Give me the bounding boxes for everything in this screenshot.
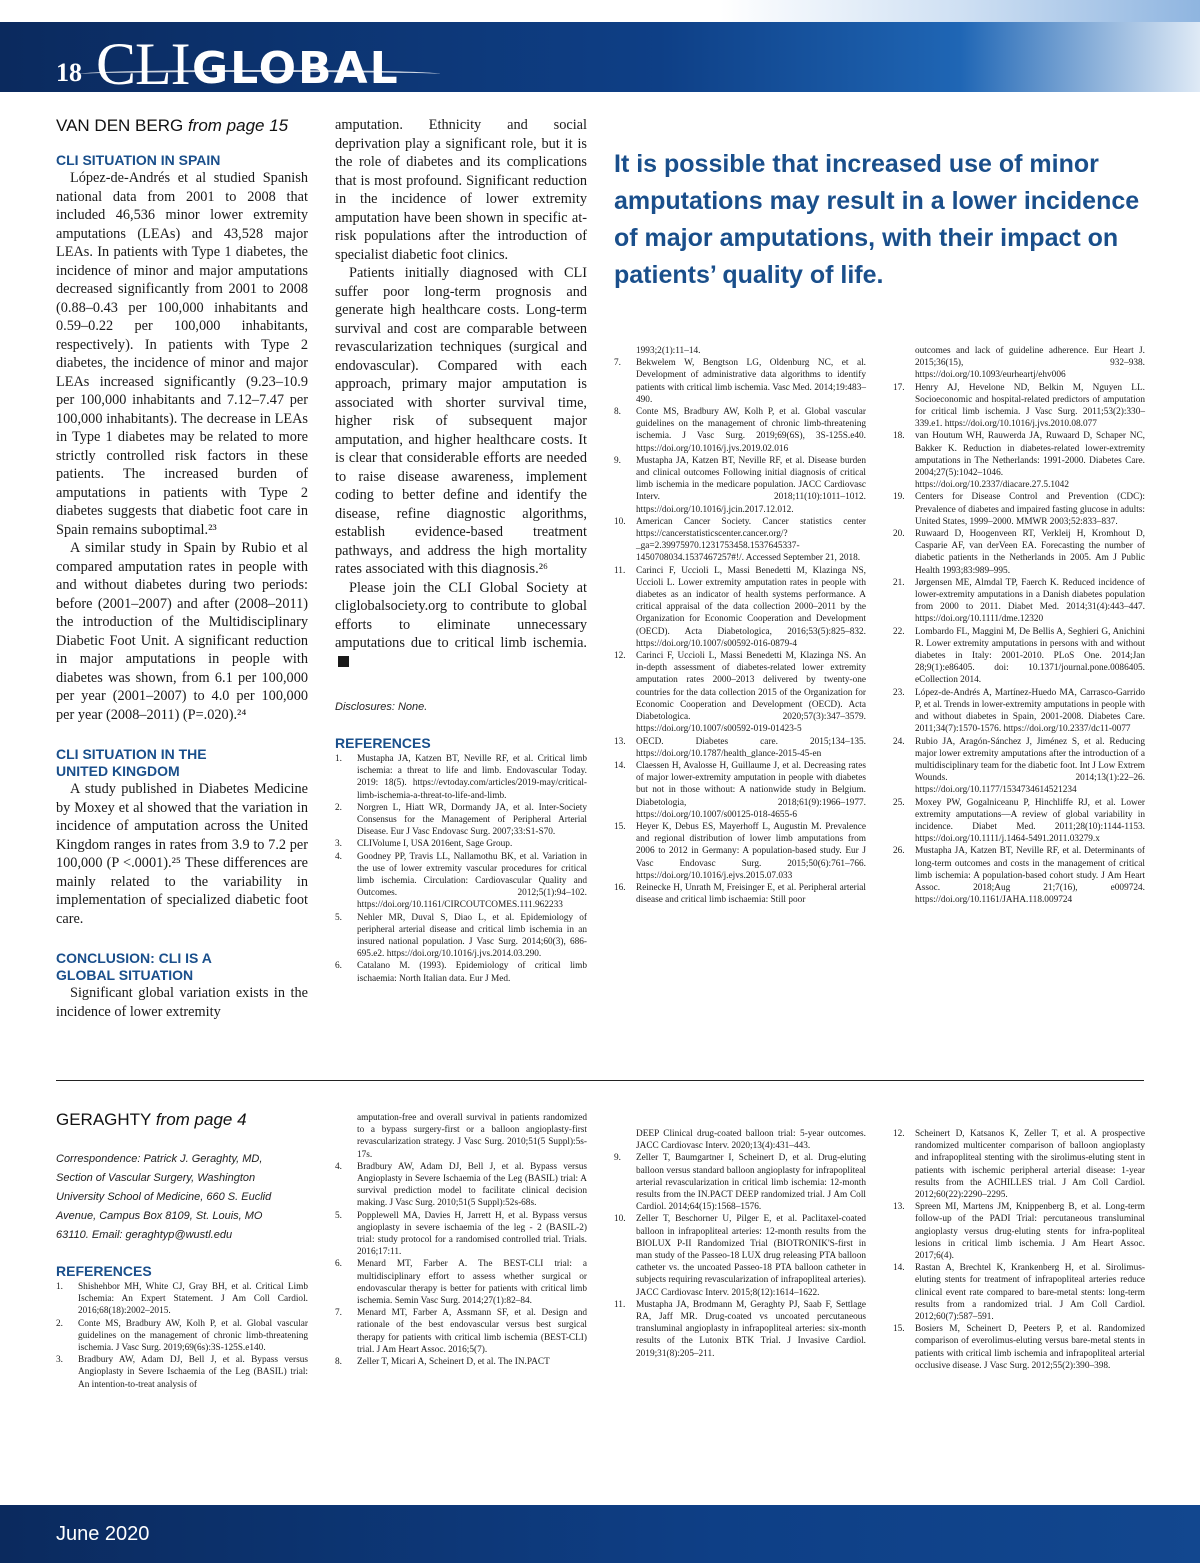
reference-number: 5.: [335, 1210, 342, 1221]
reference-number: 4.: [335, 1161, 342, 1172]
article1-column-3: [614, 345, 866, 906]
reference-text: Rubio JA, Aragón-Sánchez J, Jiménez S, et al. Reducing major lower extremity amputations after the introduction of a multidisciplinary team for the diabetic foot. Int J Low Extrem Wounds. 2014;13(1):22–26. https://doi.org/10.1177/1534734614521234: [915, 736, 1145, 796]
reference-item: [893, 1201, 1145, 1262]
section-heading-conclusion: [56, 950, 308, 984]
reference-item: [335, 838, 587, 850]
reference-number: 15.: [893, 1324, 905, 1335]
reference-item: [56, 1354, 308, 1391]
reference-text: Scheinert D, Katsanos K, Zeller T, et al. A prospective randomized multicenter comparison of balloon angioplasty and infrapopliteal stenting with the sirolimus-eluting stent in patients with ischemic peripheral arterial disease: 1-year results from the ACHILLES trial. J Am Coll Cardiol. 2012;60(22):2290–2295.: [915, 1129, 1145, 1201]
reference-text: Zeller T, Micari A, Scheinert D, et al. The IN.PACT: [357, 1357, 550, 1368]
reference-text: outcomes and lack of guideline adherence. Eur Heart J. 2015;36(15), 932–938. https://doi.org/10.1093/eurheartj/ehv006: [915, 346, 1145, 381]
reference-text: Conte MS, Bradbury AW, Kolh P, et al. Global vascular guidelines on the management of chronic limb-threatening ischemia. J Vasc Surg. 2019;69(6S), 3S-125S.e40. https://doi.org/10.1016/j.jvs.2019.02.016: [636, 407, 866, 454]
reference-text: Mustapha JA, Katzen BT, Neville RF, et al. Disease burden and clinical outcomes Following initial diagnosis of critical limb ischemia in the medicare population. JACC Cardiovasc Interv. 2018;11(10):1011–1012. https://doi.org/10.1016/j.jcin.2017.12.012.: [636, 455, 866, 515]
reference-number: 14.: [893, 1263, 905, 1274]
reference-number: 6.: [335, 961, 342, 972]
body-paragraph: López-de-Andrés et al studied Spanish national data from 2001 to 2008 that included 46,536 minor lower extremity amputations (LEAs) and 43,528 major LEAs. In patients with Type 1 diabetes, the incidence of minor and major amputations decreased significantly from 2001 to 2008 (0.88–0.43 per 100,000 inhabitants and 0.59–0.22 per 100,000 inhabitants, respectively). In patients with Type 2 diabetes, the incidence of minor and major LEAs increased significantly (9.23–10.9 per 100,000 inhabitants and 7.12–7.47 per 100,000 inhabitants). The decrease in LEAs in Type 1 diabetes may be related to more strictly controlled risk factors in these patients. The increased burden of amputations in patients with Type 2 diabetes suggests that diabetic foot care in Spain remains suboptimal.²³: [56, 170, 308, 538]
section-heading-line: CONCLUSION: CLI IS A: [56, 950, 212, 966]
reference-number: 7.: [335, 1308, 342, 1319]
body-paragraph: Significant global variation exists in the incidence of lower extremity: [56, 985, 308, 1020]
reference-item: [614, 1152, 866, 1213]
reference-number: 11.: [614, 1299, 626, 1310]
reference-number: 13.: [614, 736, 626, 747]
article1-column-1: [56, 116, 308, 1021]
reference-number: 7.: [614, 358, 621, 369]
reference-number: 8.: [614, 407, 621, 418]
reference-text: Zeller T, Beschorner U, Pilger E, et al. Paclitaxel-coated balloon in infrapopliteal arteries: 12-month results from the BIOLUX P-II Randomized Trial (BIOTRONIK'S-first in man study of the Passeo-18 LUX drug releasing PTA balloon catheter vs. the uncoated Passeo-18 PTA balloon catheter in subjects requiring revascularization of infrapopliteal arteries). JACC Cardiovasc Interv. 2015;8(12):1614–1622.: [636, 1214, 866, 1298]
reference-text: Bradbury AW, Adam DJ, Bell J, et al. Bypass versus Angioplasty in Severe Ischaemia of the Leg (BASIL) trial: A survival prediction model to facilitate clinical decision making. J Vasc Surg. 2010;51(5 Suppl):52s-68s.: [357, 1161, 587, 1209]
article2-column-2: [335, 1112, 587, 1368]
reference-list: [335, 1112, 587, 1368]
reference-text: Carinci F, Uccioli L, Massi Benedetti M, Klazinga NS. An in-depth assessment of diabetes-related lower extremity amputation rates 2000–2013 delivered by twenty-one countries for the data collection 2015 of the Organization for Economic Cooperation and Development (OECD). Acta Diabetologica. 2020;57(3):347–3579. https://doi.org/10.1007/s00592-019-01423-5: [636, 651, 866, 735]
end-mark-icon: [338, 656, 349, 667]
reference-text: López-de-Andrés A, Martínez-Huedo MA, Carrasco-Garrido P, et al. Trends in lower-extremity amputations in people with and without diabetes in Spain, 2001-2008. Diabetes Care. 2011;34(7):1570-1576. https://doi.org/10.2337/dc11-0077: [915, 687, 1145, 735]
body-paragraph: A similar study in Spain by Rubio et al compared amputation rates in people with and without diabetes during two periods: before (2001–2007) and after (2008–2011) the introduction of the Multidisciplinary Diabetic Foot Unit. A significant reduction in major amputations in people with diabetes was shown, from 6.1 per 100,000 per year (2001–2007) to 4.0 per 100,000 per year (2008–2011) (P=.020).²⁴: [56, 540, 308, 723]
reference-number: 10.: [614, 1214, 626, 1225]
article2-author: GERAGHTY: [56, 1110, 152, 1129]
page-number: 18: [56, 58, 82, 87]
reference-item: [614, 357, 866, 406]
reference-item: [893, 1128, 1145, 1201]
reference-text: OECD. Diabetes care. 2015;134–135. https://doi.org/10.1787/health_glance-2015-45-en: [636, 736, 866, 759]
reference-text: Rastan A, Brechtel K, Krankenberg H, et al. Sirolimus-eluting stents for treatment of infrapopliteal arteries reduce clinical event rate compared to bare-metal stents: long-term results from a randomized trial. J Am Coll Cardiol. 2012;60(7):587–591.: [915, 1263, 1145, 1323]
body-paragraph: amputation. Ethnicity and social deprivation play a significant role, but it is the role of diabetes and its complications that is most profound. Significant reduction in the incidence of lower extremity amputation have been shown in specific at-risk populations after the introduction of specialist diabetic foot clinics.: [335, 117, 587, 263]
reference-number: 15.: [614, 821, 626, 832]
correspondence-line: Section of Vascular Surgery, Washington: [56, 1172, 256, 1184]
reference-number: 5.: [335, 912, 342, 923]
reference-item: [893, 845, 1145, 906]
reference-item: [614, 565, 866, 650]
body-paragraph: Patients initially diagnosed with CLI suffer poor long-term prognosis and generate high healthcare costs. Long-term survival and cost are comparable between revascularization techniques (surgical and endovascular). Compared with each approach, primary major amputation is associated with shorter survival time, higher risk of subsequent major amputation, and higher healthcare costs. It is clear that considerable efforts are needed to raise disease awareness, implement coding to better define and identify the disease, refine diagnostic algorithms, establish evidence-based treatment pathways, and address the high mortality rates associated with this diagnosis.²⁶: [335, 265, 587, 577]
reference-item: [335, 753, 587, 802]
section-heading-line: UNITED KINGDOM: [56, 763, 180, 779]
correspondence-line: University School of Medicine, 660 S. Euclid: [56, 1191, 272, 1203]
reference-item: [893, 491, 1145, 528]
reference-item: [56, 1281, 308, 1318]
reference-item: [335, 1307, 587, 1356]
reference-number: 25.: [893, 797, 905, 808]
reference-item: [335, 802, 587, 839]
article2-running-head: [56, 1110, 308, 1130]
correspondence-line: 63110. Email: geraghtyp@wustl.edu: [56, 1229, 233, 1241]
reference-text: Bosiers M, Scheinert D, Peeters P, et al. Randomized comparison of everolimus-eluting versus bare-metal stents in patients with critical limb ischemia and infrapopliteal arterial occlusive disease. J Vasc Surg. 2012;55(2):390–398.: [915, 1324, 1145, 1371]
reference-text: Conte MS, Bradbury AW, Kolh P, et al. Global vascular guidelines on the management of chronic limb-threatening ischemia. J Vasc Surg. 2019;69(6s):3S-125S.e140.: [78, 1318, 308, 1354]
reference-list: [893, 345, 1145, 906]
body-paragraph: A study published in Diabetes Medicine by Moxey et al showed that the variation in incidence of amputation across the United Kingdom ranges in rates from 3.9 to 7.2 per 100,000 (P <.0001).²⁵ These differences are mainly related to the variability in implementation of specialized diabetic foot care.: [56, 781, 308, 927]
reference-item: [614, 736, 866, 760]
reference-number: 4.: [335, 851, 342, 862]
reference-text: 1993;2(1):11–14.: [636, 346, 701, 356]
article2-column-4: [893, 1128, 1145, 1372]
reference-text: van Houtum WH, Rauwerda JA, Ruwaard D, Schaper NC, Bakker K. Reduction in diabetes-related lower-extremity amputations in The Netherlands: 1991-2000. Diabetes Care. 2004;27(5):1042–1046. https://doi.org/10.2337/diacare.27.5.1042: [915, 431, 1145, 491]
correspondence-line: Avenue, Campus Box 8109, St. Louis, MO: [56, 1210, 263, 1222]
reference-number: 21.: [893, 577, 905, 588]
reference-text: Jørgensen ME, Almdal TP, Faerch K. Reduced incidence of lower-extremity amputations in a Danish diabetes population from 2000 to 2011. Diabet Med. 2014;31(4):443–447. https://doi.org/10.1111/dme.12320: [915, 577, 1145, 625]
reference-text: American Cancer Society. Cancer statistics center https://cancerstatisticscenter.cancer.org/?_ga=2.39975970.1231753458.1537645337-1450708034.1537467257#!/. Accessed September 21, 2018.: [636, 516, 866, 564]
closing-paragraph-text: Please join the CLI Global Society at cliglobalsociety.org to contribute to global efforts to eliminate unnecessary amputations due to critical limb ischemia.: [335, 579, 587, 651]
article1-running-head: [56, 116, 308, 136]
reference-text: Claessen H, Avalosse H, Guillaume J, et al. Decreasing rates of major lower-extremity amputation in people with diabetes but not in those without: A nationwide study in Belgium. Diabetologia, 2018;61(9):1966–1977. https://doi.org/10.1007/s00125-018-4655-6: [636, 760, 866, 820]
reference-text: CLIVolume I, USA 2016ent, Sage Group.: [357, 839, 513, 850]
references-heading: REFERENCES: [56, 1263, 152, 1279]
reference-item: [56, 1318, 308, 1355]
reference-item: [893, 430, 1145, 491]
reference-item: [893, 626, 1145, 687]
pull-quote: It is possible that increased use of minor amputations may result in a lower incidence of major amputations, with their impact on patients’ quality of life.: [614, 150, 1140, 289]
reference-item: [335, 960, 587, 984]
reference-item: [614, 1128, 866, 1152]
reference-number: 13.: [893, 1202, 905, 1213]
reference-item: [893, 577, 1145, 626]
reference-list: [614, 345, 866, 906]
reference-text: Goodney PP, Travis LL, Nallamothu BK, et al. Variation in the use of lower extremity vascular procedures for critical limb ischemia. Circulation: Cardiovascular Quality and Outcomes. 2012;5(1):94–102. https://doi.org/10.1161/CIRCOUTCOMES.111.962233: [357, 851, 587, 911]
reference-item: [335, 1258, 587, 1307]
reference-number: 18.: [893, 431, 905, 442]
article1-column-2: [335, 116, 587, 985]
reference-text: Catalano M. (1993). Epidemiology of critical limb ischaemia: North Italian data. Eur J Med.: [357, 961, 587, 984]
article1-column-4: [893, 345, 1145, 906]
disclosures: Disclosures: None.: [335, 701, 428, 713]
section-heading-uk: [56, 746, 308, 780]
reference-text: Bradbury AW, Adam DJ, Bell J, et al. Bypass versus Angioplasty in Severe Ischaemia of the Leg (BASIL) trial: An intention-to-treat analysis of: [78, 1355, 308, 1390]
article2-column-3: [614, 1128, 866, 1360]
reference-text: Reinecke H, Unrath M, Freisinger E, et al. Peripheral arterial disease and critical limb ischaemia: Still poor: [636, 882, 866, 906]
reference-number: 11.: [614, 565, 626, 576]
reference-list: [893, 1128, 1145, 1372]
reference-list: [335, 753, 587, 985]
reference-text: DEEP Clinical drug-coated balloon trial: 5-year outcomes. JACC Cardiovasc Interv. 2020;13(4):431–443.: [636, 1129, 866, 1152]
logo-global: GLOBAL: [192, 43, 400, 92]
reference-item: [614, 821, 866, 882]
footer-bar: [0, 1505, 1200, 1563]
reference-text: Mustapha JA, Katzen BT, Neville RF, et al. Critical limb ischemia: a threat to life and limb. Endovascular Today. 2019: 18(5). https://evtoday.com/articles/2019-may/critical-limb-ischemia-a-threat-to-life-and-limb.: [357, 754, 587, 801]
reference-number: 12.: [614, 651, 626, 662]
reference-text: Mustapha JA, Brodmann M, Geraghty PJ, Saab F, Settlage RA, Jaff MR. Drug-coated vs uncoated percutaneous transluminal angioplasty in infrapopliteal arteries: six-month results of the Lutonix BTK Trial. J Invasive Cardiol. 2019;31(8):205–211.: [636, 1299, 866, 1359]
reference-item: [335, 851, 587, 912]
reference-item: [335, 1356, 587, 1368]
reference-item: [893, 382, 1145, 431]
reference-number: 14.: [614, 760, 626, 771]
reference-item: [893, 797, 1145, 846]
reference-number: 9.: [614, 1153, 621, 1164]
article1-from-page: from page 15: [187, 116, 289, 135]
reference-text: Menard MT, Farber A. The BEST-CLI trial: a multidisciplinary effort to assess whether surgical or endovascular therapy is better for patients with critical limb ischemia. Semin Vasc Surg. 2014;27(1):82–84.: [357, 1259, 587, 1307]
reference-text: Henry AJ, Hevelone ND, Belkin M, Nguyen LL. Socioeconomic and hospital-related predictors of amputation for critical limb ischemia. J Vasc Surg. 2011;53(2):330–339.e1. https://doi.org/10.1016/j.jvs.2010.08.077: [915, 382, 1145, 430]
reference-list: [614, 1128, 866, 1360]
reference-number: 3.: [335, 839, 342, 850]
reference-number: 10.: [614, 516, 626, 527]
reference-text: Centers for Disease Control and Prevention (CDC): Prevalence of diabetes and impaired fasting glucose in adults: United States, 1999–2000. MMWR 2003;52:833–837.: [915, 492, 1145, 527]
reference-number: 6.: [335, 1259, 342, 1270]
reference-item: [893, 345, 1145, 382]
masthead-top-band: [0, 0, 1200, 22]
reference-item: [614, 516, 866, 565]
issue-date: June 2020: [56, 1523, 150, 1545]
reference-number: 1.: [56, 1282, 63, 1292]
reference-text: Carinci F, Uccioli L, Massi Benedetti M, Klazinga NS, Uccioli L. Lower extremity amputation rates in people with diabetes as an indicator of health systems performance. A critical appraisal of the data collection 2000–2011 by the Organization for Economic Cooperation and Development (OECD). Acta Diabetologica, 2016;53(5):825–832. https://doi.org/10.1007/s00592-016-0879-4: [636, 565, 866, 649]
reference-item: [614, 455, 866, 516]
section-heading-line: GLOBAL SITUATION: [56, 967, 194, 983]
reference-item: [893, 736, 1145, 797]
reference-item: [335, 1112, 587, 1161]
section-heading-line: CLI SITUATION IN THE: [56, 746, 207, 762]
reference-number: 19.: [893, 492, 905, 503]
reference-text: amputation-free and overall survival in patients randomized to a bypass surgery-first or a balloon angioplasty-first revascularization strategy. J Vasc Surg. 2010;51(5 Suppl):5s-17s.: [357, 1113, 587, 1160]
reference-number: 3.: [56, 1355, 63, 1366]
reference-item: [893, 1262, 1145, 1323]
reference-list: [56, 1281, 308, 1391]
reference-text: Moxey PW, Gogalniceanu P, Hinchliffe RJ, et al. Lower extremity amputations—A review of global variability in incidence. Diabet Med. 2011;28(10):1144-1153. https://doi.org/10.1111/j.1464-5491.2011.03279.x: [915, 797, 1145, 845]
reference-text: Menard MT, Farber A, Assmann SF, et al. Design and rationale of the best endovascular versus best surgical therapy for patients with critical limb ischemia (BEST-CLI) trial. J Am Heart Assoc. 2016;5(7).: [357, 1308, 587, 1355]
correspondence-line: Correspondence: Patrick J. Geraghty, MD,: [56, 1153, 263, 1165]
reference-number: 2.: [56, 1318, 63, 1329]
correspondence: [56, 1150, 308, 1245]
masthead: [0, 0, 1200, 92]
reference-text: Spreen MI, Martens JM, Knippenberg B, et al. Long-term follow-up of the PADI Trial: percutaneous transluminal angioplasty versus drug-eluting stents for infra-popliteal lesions in critical limb ischemia. J Am Heart Assoc. 2017;6(4).: [915, 1202, 1145, 1262]
article2-from-page: from page 4: [155, 1110, 247, 1129]
reference-text: Zeller T, Baumgartner I, Scheinert D, et al. Drug-eluting balloon versus standard balloon angioplasty for infrapopliteal arterial revascularization in critical limb ischemia: 12-month results from the IN.PACT DEEP randomized trial. J Am Coll Cardiol. 2014;64(15):1568–1576.: [636, 1153, 866, 1213]
reference-item: [335, 1161, 587, 1210]
article2-column-1: [56, 1110, 308, 1391]
reference-number: 16.: [614, 882, 626, 893]
reference-item: [614, 406, 866, 455]
reference-number: 2.: [335, 802, 342, 813]
reference-text: Popplewell MA, Davies H, Jarrett H, et al. Bypass versus angioplasty in severe ischaemia of the leg - 2 (BASIL-2) trial: study protocol for a randomised controlled trial. Trials. 2016;17:11.: [357, 1210, 587, 1258]
reference-number: 17.: [893, 382, 905, 393]
reference-text: Lombardo FL, Maggini M, De Bellis A, Seghieri G, Anichini R. Lower extremity amputations in persons with and without diabetes in Italy: 2001-2010. PLoS One. 2014;Jan 28;9(1):e86405. doi: 10.1371/journal.pone.0086405. eCollection 2014.: [915, 626, 1145, 686]
reference-number: 1.: [335, 754, 342, 764]
reference-number: 22.: [893, 626, 905, 637]
reference-item: [893, 528, 1145, 577]
reference-text: Mustapha JA, Katzen BT, Neville RF, et al. Determinants of long-term outcomes and costs in the management of critical limb ischemia: A population-based cohort study. J Am Heart Assoc. 2018;Aug 21;7(16), e009724. https://doi.org/10.1161/JAHA.118.009724: [915, 846, 1145, 906]
reference-item: [614, 882, 866, 906]
reference-item: [335, 912, 587, 961]
reference-number: 23.: [893, 687, 905, 698]
reference-text: Nehler MR, Duval S, Diao L, et al. Epidemiology of peripheral arterial disease and critical limb ischemia in an insured national population. J Vasc Surg. 2014;60(3), 686-695.e2. https://doi.org/10.1016/j.jvs.2014.03.290.: [357, 912, 587, 960]
reference-item: [614, 1213, 866, 1298]
reference-item: [893, 1323, 1145, 1372]
references-heading: REFERENCES: [335, 735, 431, 751]
reference-text: Bekwelem W, Bengtson LG, Oldenburg NC, et al. Development of administrative data algorithms to identify patients with critical limb ischemia. Vasc Med. 2014;19:483–490.: [636, 358, 866, 405]
reference-number: 8.: [335, 1357, 342, 1368]
article1-author: VAN DEN BERG: [56, 116, 184, 135]
reference-item: [893, 687, 1145, 736]
reference-number: 12.: [893, 1129, 905, 1139]
reference-number: 9.: [614, 455, 621, 466]
reference-text: Norgren L, Hiatt WR, Dormandy JA, et al. Inter-Society Consensus for the Management of Peripheral Arterial Disease. Eur J Vasc Endovasc Surg. 2007;33:S1-S70.: [357, 802, 587, 838]
body-paragraph: [335, 579, 587, 672]
section-heading-spain: CLI SITUATION IN SPAIN: [56, 152, 221, 168]
reference-number: 26.: [893, 846, 905, 857]
reference-number: 24.: [893, 736, 905, 747]
reference-text: Heyer K, Debus ES, Mayerhoff L, Augustin M. Prevalence and regional distribution of lower limb amputations from 2006 to 2012 in Germany: A population-based study. Eur J Vasc Endovasc Surg. 2015;50(6):761–766. https://doi.org/10.1016/j.ejvs.2015.07.033: [636, 821, 866, 881]
reference-item: [614, 345, 866, 357]
article-divider: [56, 1080, 1144, 1081]
reference-number: 20.: [893, 529, 905, 540]
reference-item: [335, 1210, 587, 1259]
reference-item: [614, 1299, 866, 1360]
reference-item: [614, 760, 866, 821]
reference-text: Ruwaard D, Hoogenveen RT, Verkleij H, Kromhout D, Casparie AF, van derVeen EA. Forecasting the number of diabetic patients in the Netherlands in 2005. Am J Public Health 1993;83:989–995.: [915, 529, 1145, 576]
logo-cli: CLI: [96, 31, 190, 92]
reference-item: [614, 650, 866, 735]
reference-text: Shishehbor MH, White CJ, Gray BH, et al. Critical Limb Ischemia: An Expert Statement. J Am Coll Cardiol. 2016;68(18):2002–2015.: [78, 1282, 308, 1317]
